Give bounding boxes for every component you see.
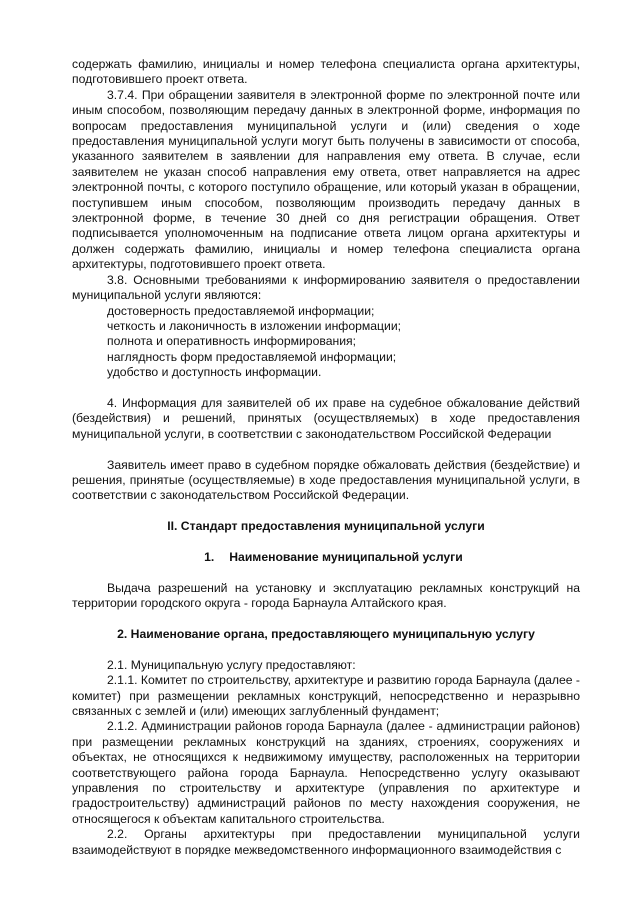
paragraph-4: 4. Информация для заявителей об их праве на судебное обжалование действий (бездействия) и решений, принятых (осуществляемых) в ходе предоставления муниципальной услуги, в соответствии с законодательством Российской Федерации bbox=[72, 395, 580, 441]
paragraph-appeal-right: Заявитель имеет право в судебном порядке обжаловать действия (бездействие) и решения, принятые (осуществляемые) в ходе предоставления муниципальной услуги, в соответствии с законодательством Российской Федерации. bbox=[72, 457, 580, 503]
subsection-heading-2: 2. Наименование органа, предоставляющего муниципальную услугу bbox=[117, 626, 535, 641]
paragraph-service-name: Выдача разрешений на установку и эксплуатацию рекламных конструкций на территории городского округа - города Барнаула Алтайского края. bbox=[72, 580, 580, 611]
section-heading: II. Стандарт предоставления муниципальной услуги bbox=[167, 519, 485, 534]
heading-text: Наименование муниципальной услуги bbox=[229, 549, 463, 564]
spacer bbox=[72, 612, 580, 627]
paragraph-2-1-1: 2.1.1. Комитет по строительству, архитектуре и развитию города Барнаула (далее - комитет) при размещении рекламных конструкций, непосредственно и неразрывно связанных с землей и (или) имеющих заглубленный фундамент; bbox=[72, 673, 580, 718]
spacer bbox=[72, 504, 580, 519]
document-page bbox=[72, 57, 580, 858]
list-item: полнота и оперативность информирования; bbox=[107, 334, 356, 349]
paragraph-3-7-4: 3.7.4. При обращении заявителя в электронной форме по электронной почте или иным способом, позволяющим передачу данных в электронной форме, информация по вопросам предоставления муниципальной услуги и (или) сведения о ходе предоставления муниципальной услуги могут быть получены в зависимости от способа, указанного заявителем в заявлении для направления ему ответа. В случае, если заявителем не указан способ направления ему ответа, ответ направляется на адрес электронной почты, с которого поступило обращение, или который указан в обращении, поступившем иным способом, позволяющим производить передачу данных в электронной форме, в течение 30 дней со дня регистрации обращения. Ответ подписывается уполномоченным на подписание ответа лицом органа архитектуры и должен содержать фамилию, инициалы и номер телефона специалиста органа архитектуры, подготовившего проект ответа. bbox=[72, 87, 580, 272]
paragraph-answer-signature: содержать фамилию, инициалы и номер телефона специалиста органа архитектуры, подготовившего проект ответа. bbox=[72, 57, 580, 87]
paragraph-2-1-2: 2.1.2. Администрации районов города Барнаула (далее - администрации районов) при размещении рекламных конструкций на зданиях, строениях, сооружениях и объектах, не относящихся к недвижимому имуществу, расположенных на территории соответствующего района города Барнаула. Непосредственно услугу оказывают управления по строительству и архитектуре (управления по архитектуре и градостроительству) администраций районов по месту нахождения сооружения, не относящегося к объектам капитального строительства. bbox=[72, 719, 580, 826]
heading-number: 1. bbox=[204, 549, 215, 564]
list-item: удобство и доступность информации. bbox=[107, 365, 322, 380]
subsection-heading-1 bbox=[72, 550, 580, 565]
spacer bbox=[72, 565, 580, 580]
spacer bbox=[72, 442, 580, 457]
paragraph-2-2: 2.2. Органы архитектуры при предоставлении муниципальной услуги взаимодействуют в порядке межведомственного информационного взаимодействия с bbox=[72, 827, 580, 857]
list-item: наглядность форм предоставляемой информации; bbox=[107, 349, 397, 364]
spacer bbox=[72, 642, 580, 657]
paragraph-3-8: 3.8. Основными требованиями к информированию заявителя о предоставлении муниципальной услуги являются: bbox=[72, 272, 580, 303]
list-item: четкость и лаконичность в изложении информации; bbox=[107, 318, 402, 333]
spacer bbox=[72, 381, 580, 396]
paragraph-2-1: 2.1. Муниципальную услугу предоставляют: bbox=[107, 657, 356, 672]
spacer bbox=[72, 535, 580, 550]
list-item: достоверность предоставляемой информации; bbox=[107, 303, 375, 318]
